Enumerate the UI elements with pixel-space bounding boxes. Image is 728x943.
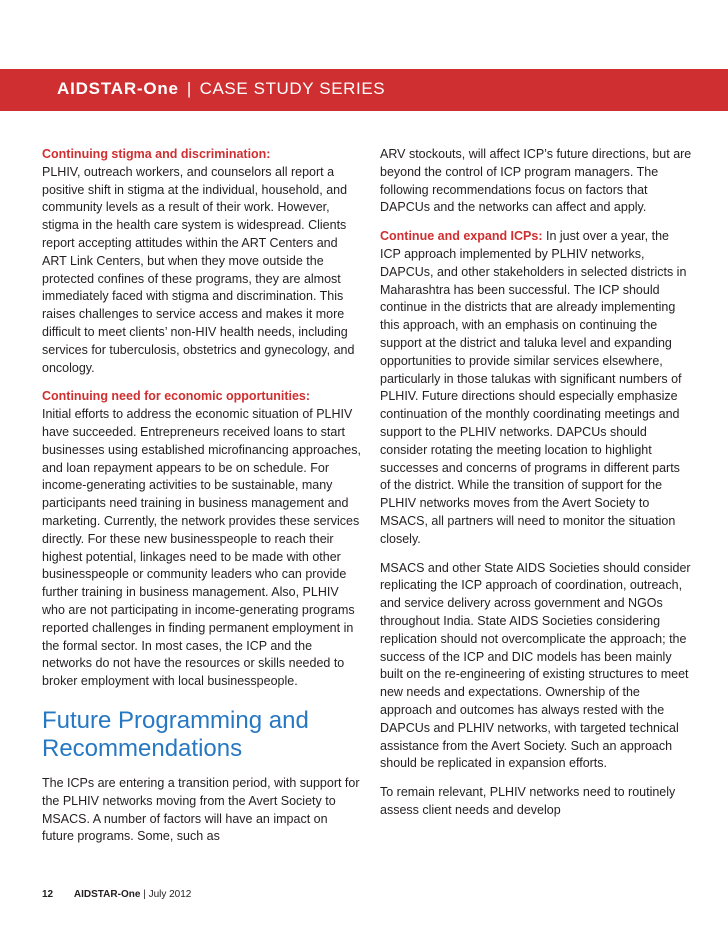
paragraph-msacs: MSACS and other State AIDS Societies should consider replicating the ICP approach of coordination, outreach, and service delivery across government and NGOs throughout India. State AIDS Societies considering replication should not overcomplicate the approach; the success of the ICP and DIC models has been mainly built on the re-engineering of existing structures to meet new needs and expectations. Ownership of the approach and outcomes has always rested with the DAPCUs and PLHIV networks, with targeted technical assistance from the Avert Society. Such an approach should be replicated in expansion efforts. xyxy=(380,560,691,771)
lead-expand: Continue and expand ICPs: xyxy=(380,229,543,244)
paragraph-stigma xyxy=(42,146,362,377)
lead-stigma: Continuing stigma and discrimination: xyxy=(42,147,271,161)
header-title xyxy=(57,79,385,99)
paragraph-arv: ARV stockouts, will affect ICP’s future directions, but are beyond the control of ICP program managers. The following recommendations focus on factors that DAPCUs and the networks can affect and apply. xyxy=(380,147,692,215)
paragraph-economic xyxy=(42,388,362,691)
footer-date: July 2012 xyxy=(148,889,192,900)
right-column xyxy=(380,146,692,820)
left-column xyxy=(42,146,362,846)
page-number: 12 xyxy=(42,889,54,900)
page-footer xyxy=(42,889,191,900)
footer-separator: | xyxy=(143,889,146,900)
section-heading: Future Programming and Recommendations xyxy=(42,706,309,762)
header-brand: AIDSTAR-One xyxy=(57,79,179,98)
paragraph-expand xyxy=(380,228,692,548)
body-expand: In just over a year, the ICP approach implemented by PLHIV networks, DAPCUs, and other stakeholders in selected districts in Maharashtra has been successful. The ICP should continue in the districts that are already implementing this approach, with an emphasis on continuing the support at the district and taluka level and expanding opportunities to provide similar services elsewhere, particularly in those talukas with significant numbers of PLHIV. Future directions should especially emphasize continuation of the monthly coordinating meetings and support to the PLHIV networks. DAPCUs should consider rotating the meeting location to highlight successes and concerns of programs in different parts of the district. While the transition of support for the PLHIV networks moves from the Avert Society to MSACS, all partners will need to monitor the situation closely. xyxy=(380,229,687,546)
footer-brand: AIDSTAR-One xyxy=(73,889,141,900)
header-series: CASE STUDY SERIES xyxy=(199,79,386,98)
body-economic: Initial efforts to address the economic situation of PLHIV have succeeded. Entrepreneurs received loans to start businesses using established microfinancing approaches, and loan repayment appears to be on schedule. For income-generating activities to be sustainable, many participants need training in business management and marketing. Currently, the network provides these services directly. For these new businesspeople to reach their highest potential, linkages need to be made with other businesspeople or community leaders who can provide further training in business management. Also, PLHIV who are not participating in income-generating programs reported challenges in finding permanent employment in the formal sector. In most cases, the ICP and the networks do not have the resources or skills needed to broker employment with local businesspeople. xyxy=(42,407,361,689)
header-separator: | xyxy=(186,79,192,98)
lead-economic: Continuing need for economic opportunities: xyxy=(42,389,311,404)
body-stigma: PLHIV, outreach workers, and counselors all report a positive shift in stigma at the individual, household, and community levels as a result of their work. However, stigma in the health care system is widespread. Clients report accepting attitudes within the ART Centers and ART Link Centers, but when they move outside the protected confines of these programs, they are almost immediately faced with stigma and discrimination. This raises challenges to service access and makes it more difficult to meet clients’ non-HIV health needs, including services for tuberculosis, obstetrics and gynecology, and oncology. xyxy=(42,164,355,375)
header-banner xyxy=(0,69,728,111)
paragraph-relevant: To remain relevant, PLHIV networks need to routinely assess client needs and develop xyxy=(380,785,676,817)
paragraph-transition: The ICPs are entering a transition period, with support for the PLHIV networks moving from the Avert Society to MSACS. A number of factors will have an impact on future programs. Some, such as xyxy=(42,775,360,844)
